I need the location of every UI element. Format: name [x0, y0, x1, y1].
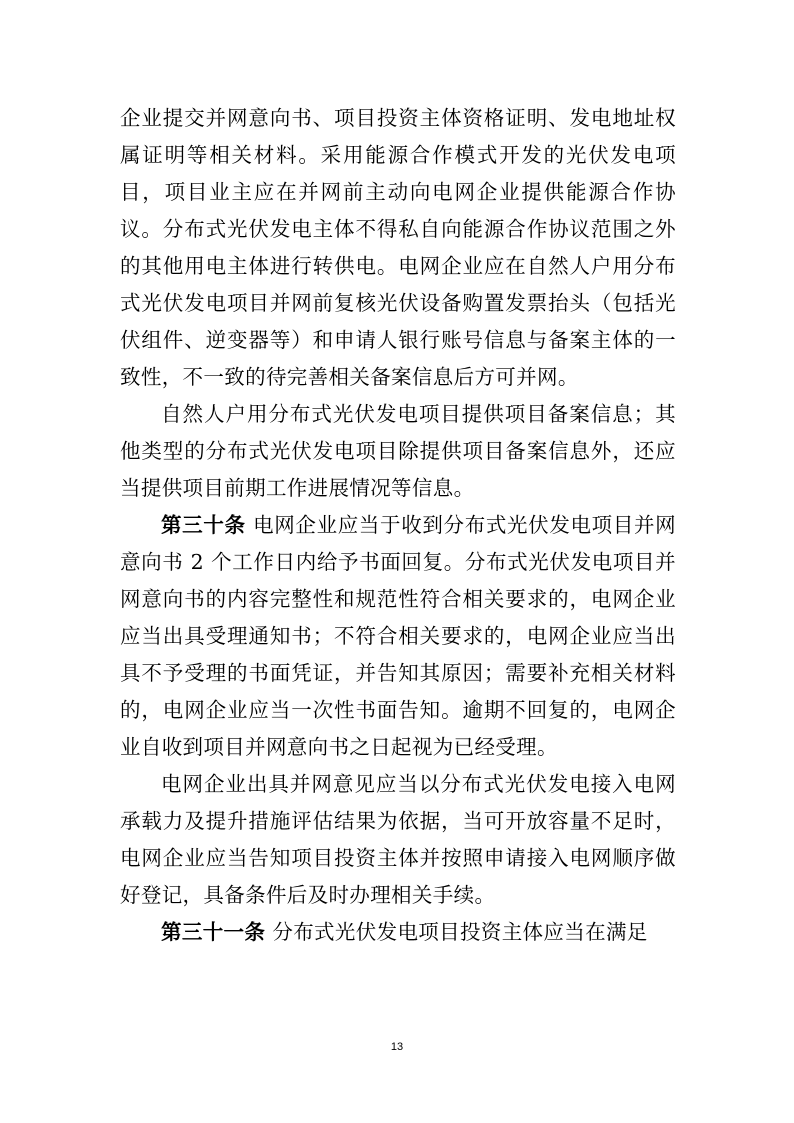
paragraph-article-30	[120, 507, 676, 766]
article-text: 分布式光伏发电项目投资主体应当在满足	[272, 920, 648, 944]
document-body	[120, 100, 676, 951]
article-text: 电网企业应当于收到分布式光伏发电项目并网意向书 2 个工作日内给予书面回复。分布式光伏发电项目并网意向书的内容完整性和规范性符合相关要求的，电网企业应当出具受理通知书；不符合相关要求的，电网企业应当出具不予受理的书面凭证，并告知其原因；需要补充相关材料的，电网企业应当一次性书面告知。逾期不回复的，电网企业自收到项目并网意向书之日起视为已经受理。	[120, 513, 677, 759]
article-label: 第三十一条	[161, 920, 266, 944]
paragraph-continuation: 企业提交并网意向书、项目投资主体资格证明、发电地址权属证明等相关材料。采用能源合作模式开发的光伏发电项目，项目业主应在并网前主动向电网企业提供能源合作协议。分布式光伏发电主体不得私自向能源合作协议范围之外的其他用电主体进行转供电。电网企业应在自然人户用分布式光伏发电项目并网前复核光伏设备购置发票抬头（包括光伏组件、逆变器等）和申请人银行账号信息与备案主体的一致性，不一致的待完善相关备案信息后方可并网。	[120, 106, 676, 389]
page-number: 13	[390, 1041, 404, 1053]
article-label: 第三十条	[161, 513, 246, 537]
paragraph-article-31	[120, 914, 676, 951]
paragraph-project-filing: 自然人户用分布式光伏发电项目提供项目备案信息；其他类型的分布式光伏发电项目除提供项目备案信息外，还应当提供项目前期工作进展情况等信息。	[120, 402, 676, 500]
paragraph-grid-opinion: 电网企业出具并网意见应当以分布式光伏发电接入电网承载力及提升措施评估结果为依据，当可开放容量不足时，电网企业应当告知项目投资主体并按照申请接入电网顺序做好登记，具备条件后及时办理相关手续。	[120, 772, 676, 907]
